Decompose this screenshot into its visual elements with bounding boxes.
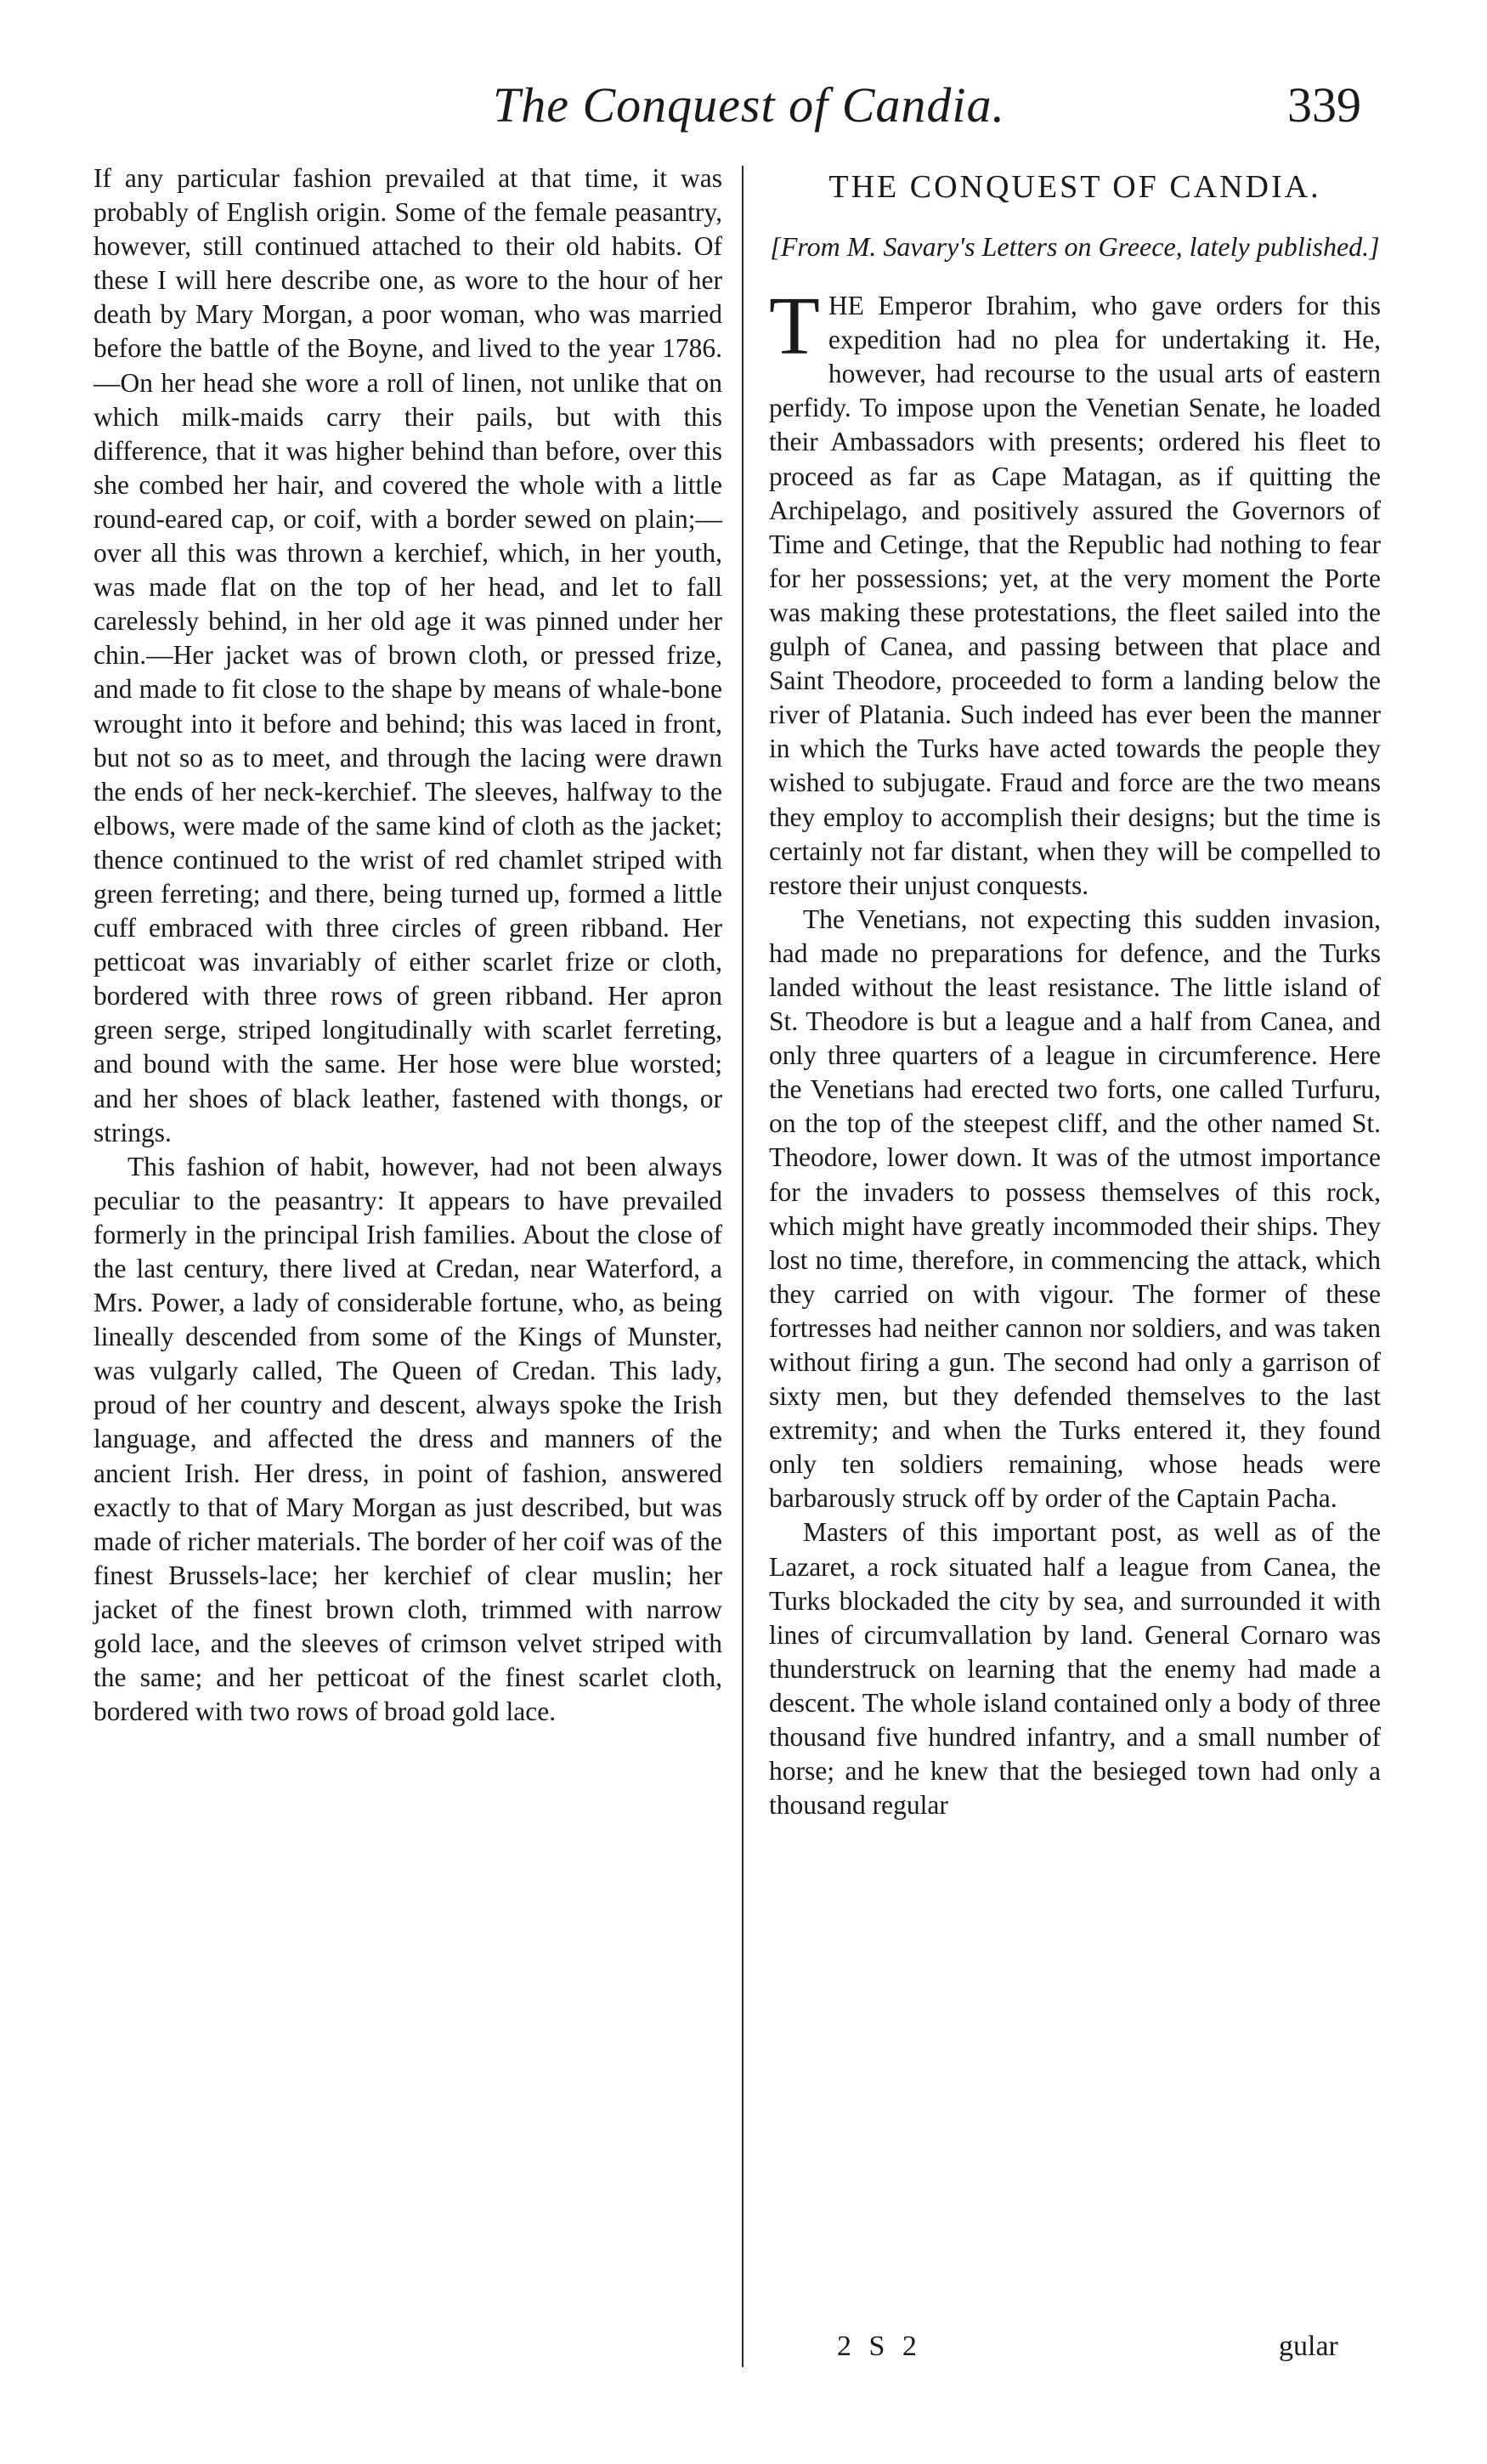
right-paragraph-1 [769,280,1381,903]
page-number: 339 [1287,77,1361,133]
column-divider [742,166,744,2367]
signature-mark: 2 S 2 [837,2331,922,2362]
article-source: [From M. Savary's Letters on Greece, lately published.] [770,231,1380,263]
left-column [93,161,722,1729]
right-paragraph-1-text: HE Emperor Ibrahim, who gave orders for this expedition had no plea for undertaking it. He, however, had recourse to the usual arts of eastern perfidy. To impose upon the Venetian Senate, he loaded their Ambassadors with presents; ordered his fleet to proceed as far as Cape Matagan, as if quitting the Archipelago, and positively assured the Governors of Time and Cetinge, that the Republic had nothing to fear for her possessions; yet, at the very moment the Porte was making these protestations, the fleet sailed into the gulph of Canea, and passing between that place and Saint Theodore, proceeded to form a landing below the river of Platania. Such indeed has ever been the manner in which the Turks have acted towards the people they wished to subjugate. Fraud and force are the two means they employ to accomplish their designs; but the time is certainly not far distant, when they will be compelled to restore their unjust conquests. [769,291,1381,900]
right-paragraph-3: Masters of this important post, as well as of the Lazaret, a rock situated half a league from Canea, the Turks blockaded the city by sea, and surrounded it with lines of circumvallation by land. General Cornaro was thunderstruck on learning that the enemy had made a descent. The whole island contained only a body of three thousand five hundred infantry, and a small number of horse; and he knew that the besieged town had only a thousand regular [769,1517,1381,1821]
catchword: gular [1279,2331,1338,2362]
right-paragraph-2: The Venetians, not expecting this sudden invasion, had made no preparations for defence, and the Turks landed without the least resistance. The little island of St. Theodore is but a league and a half from Canea, and only three quarters of a league in circumference. Here the Venetians had erected two forts, one called Turfuru, on the top of the steepest cliff, and the other named St. Theodore, lower down. It was of the utmost importance for the invaders to possess themselves of this rock, which might have greatly incommoded their ships. They lost no time, therefore, in commencing the attack, which they carried on with vigour. The former of these fortresses had neither cannon nor soldiers, and was taken without firing a gun. The second had only a garrison of sixty men, but they defended themselves to the last extremity; and when the Turks entered it, they found only ten soldiers remaining, whose heads were barbarously struck off by order of the Captain Pacha. [769,903,1381,1514]
running-title: The Conquest of Candia. [493,77,1006,133]
drop-cap: T [769,280,820,373]
running-head [0,76,1487,144]
left-paragraph-1: If any particular fashion prevailed at that time, it was probably of English origin. Some of the female peasantry, however, still continued attached to their old habits. Of these I will here describe one, as wore to the hour of her death by Mary Morgan, a poor woman, who was married before the battle of the Boyne, and lived to the year 1786.—On her head she wore a roll of linen, not unlike that on which milk-maids carry their pails, but with this difference, that it was higher behind than before, over this she combed her hair, and covered the whole with a little round-eared cap, or coif, with a border sewed on plain;—over all this was thrown a kerchief, which, in her youth, was made flat on the top of her head, and let to fall carelessly behind, in her old age it was pinned under her chin.—Her jacket was of brown cloth, or pressed frize, and made to fit close to the shape by means of whale-bone wrought into it before and behind; this was laced in front, but not so as to meet, and through the lacing were drawn the ends of her neck-kerchief. The sleeves, halfway to the elbows, were made of the same kind of cloth as the jacket; thence continued to the wrist of red chamlet striped with green ferreting; and there, being turned up, formed a little cuff embraced with three circles of green ribband. Her petticoat was invariably of either scarlet frize or cloth, bordered with three rows of green ribband. Her apron green serge, striped longitudinally with scarlet ferreting, and bound with the same. Her hose were blue worsted; and her shoes of black leather, fastened with thongs, or strings. [93,163,722,1147]
article-title: THE CONQUEST OF CANDIA. [828,169,1321,205]
left-paragraph-2: This fashion of habit, however, had not been always peculiar to the peasantry: It appears to have prevailed formerly in the principal Irish families. About the close of the last century, there lived at Credan, near Waterford, a Mrs. Power, a lady of considerable fortune, who, as being lineally descended from some of the Kings of Munster, was vulgarly called, The Queen of Credan. This lady, proud of her country and descent, always spoke the Irish language, and affected the dress and manners of the ancient Irish. Her dress, in point of fashion, answered exactly to that of Mary Morgan as just described, but was made of richer materials. The border of her coif was of the finest Brussels-lace; her kerchief of clear muslin; her jacket of the finest brown cloth, trimmed with narrow gold lace, and the sleeves of crimson velvet striped with the same; and her petticoat of the finest scarlet cloth, bordered with two rows of broad gold lace. [93,1151,722,1727]
right-column [769,161,1381,1822]
